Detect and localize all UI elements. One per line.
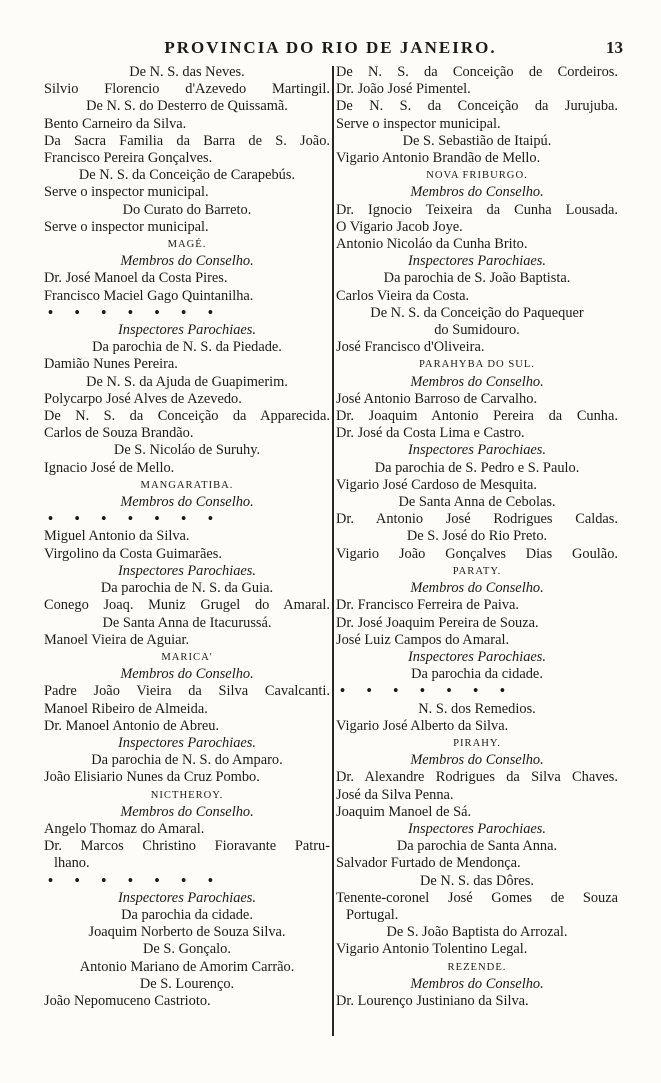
text-line: Vigario José Alberto da Silva.	[336, 717, 509, 734]
section-heading: PIRAHY.	[453, 737, 501, 749]
text-line: Da Sacra Familia da Barra de S. João.	[44, 132, 330, 149]
subsection-heading: Inspectores Parochiaes.	[407, 820, 546, 837]
text-line: Damião Nunes Pereira.	[44, 356, 178, 373]
text-line: De S. Nicoláo de Suruhy.	[113, 442, 261, 459]
text-line: Manoel Vieira de Aguiar.	[44, 631, 190, 648]
text-line: Dr. Ignocio Teixeira da Cunha Lousada.	[336, 201, 618, 218]
text-line: Da parochia de N. S. do Amparo.	[91, 752, 283, 769]
text-line: Da parochia de N. S. da Guia.	[100, 580, 274, 597]
text-line: Da parochia da cidade.	[121, 906, 253, 923]
text-line: De S. José do Rio Preto.	[406, 528, 548, 545]
text-line: De Santa Anna de Cebolas.	[398, 494, 556, 511]
subsection-heading: Membros do Conselho.	[120, 253, 254, 270]
text-line: Da parochia de Santa Anna.	[396, 838, 558, 855]
text-line: Serve o inspector municipal.	[44, 184, 209, 201]
subsection-heading: Inspectores Parochiaes.	[117, 322, 256, 339]
text-line: Vigario Antonio Brandão de Mello.	[336, 150, 541, 167]
ellipsis-divider: • • • • • • •	[48, 511, 222, 528]
text-line: José da Silva Penna.	[336, 786, 454, 803]
text-line: De N. S. da Conceição da Apparecida.	[44, 408, 330, 425]
text-line: Dr. José Manoel da Costa Pires.	[44, 270, 228, 287]
section-heading: PARATY.	[452, 565, 502, 577]
text-line: Dr. José da Costa Lima e Castro.	[336, 425, 525, 442]
subsection-heading: Membros do Conselho.	[410, 580, 544, 597]
subsection-heading: Inspectores Parochiaes.	[407, 442, 546, 459]
text-line: Dr. Manoel Antonio de Abreu.	[44, 717, 220, 734]
section-heading: NICTHEROY.	[150, 789, 224, 801]
text-line: Dr. Antonio José Rodrigues Caldas.	[336, 511, 618, 528]
section-heading: MANGARATIBA.	[140, 479, 234, 491]
text-line: De N. S. da Conceição do Paquequer	[370, 304, 584, 321]
text-line: O Vigario Jacob Joye.	[336, 218, 463, 235]
text-line: José Francisco d'Oliveira.	[336, 339, 485, 356]
text-line: Dr. Marcos Christino Fioravante Patru-	[44, 838, 330, 855]
text-line: Francisco Maciel Gago Quintanilha.	[44, 287, 254, 304]
text-line: De N. S. das Neves.	[129, 64, 245, 80]
subsection-heading: Membros do Conselho.	[120, 666, 254, 683]
page-title: PROVINCIA DO RIO DE JANEIRO.	[164, 38, 497, 57]
text-line: Antonio Mariano de Amorim Carrão.	[79, 958, 295, 975]
text-line: Dr. Alexandre Rodrigues da Silva Chaves.	[336, 769, 618, 786]
text-line: Dr. Joaquim Antonio Pereira da Cunha.	[336, 408, 618, 425]
text-line: Carlos de Souza Brandão.	[44, 425, 194, 442]
text-line: João Nepomuceno Castrioto.	[44, 992, 211, 1009]
text-line: Da parochia de S. Pedro e S. Paulo.	[374, 459, 580, 476]
text-line: Dr. João José Pimentel.	[336, 81, 471, 98]
text-line: De S. João Baptista do Arrozal.	[386, 924, 568, 941]
page-number: 13	[606, 38, 623, 57]
subsection-heading: Membros do Conselho.	[410, 373, 544, 390]
text-line: Salvador Furtado de Mendonça.	[336, 855, 521, 872]
subsection-heading: Membros do Conselho.	[120, 494, 254, 511]
text-line: Padre João Vieira da Silva Cavalcanti.	[44, 683, 330, 700]
text-line: De Santa Anna de Itacurussá.	[102, 614, 272, 631]
subsection-heading: Inspectores Parochiaes.	[117, 562, 256, 579]
text-line: N. S. dos Remedios.	[418, 700, 536, 717]
text-line: Vigario Antonio Tolentino Legal.	[336, 941, 528, 958]
column-divider	[332, 66, 334, 1036]
text-line: De N. S. da Conceição de Cordeiros.	[336, 64, 618, 80]
text-line: Da parochia de S. João Baptista.	[383, 270, 571, 287]
text-line: Dr. Lourenço Justiniano da Silva.	[336, 992, 529, 1009]
text-line: Ignacio José de Mello.	[44, 459, 175, 476]
text-line: De N. S. das Dôres.	[420, 872, 534, 889]
text-line: Do Curato do Barreto.	[122, 201, 252, 218]
text-line: do Sumidouro.	[434, 322, 520, 339]
subsection-heading: Membros do Conselho.	[410, 975, 544, 992]
text-line: De N. S. da Conceição de Carapebús.	[78, 167, 296, 184]
subsection-heading: Membros do Conselho.	[410, 184, 544, 201]
text-line: José Antonio Barroso de Carvalho.	[336, 390, 538, 407]
ellipsis-divider: • • • • • • •	[48, 872, 222, 889]
text-line: Carlos Vieira da Costa.	[336, 287, 470, 304]
text-line: José Luiz Campos do Amaral.	[336, 631, 510, 648]
text-line: lhano.	[54, 855, 90, 872]
text-line: Dr. Francisco Ferreira de Paiva.	[336, 597, 520, 614]
text-line: Tenente-coronel José Gomes de Souza	[336, 889, 618, 906]
text-line: Virgolino da Costa Guimarães.	[44, 545, 222, 562]
text-line: Conego Joaq. Muniz Grugel do Amaral.	[44, 597, 330, 614]
section-heading: MARICA'	[161, 651, 213, 663]
text-line: Da parochia da cidade.	[411, 666, 543, 683]
subsection-heading: Inspectores Parochiaes.	[117, 734, 256, 751]
text-line: Vigario José Cardoso de Mesquita.	[336, 476, 537, 493]
text-line: De S. Lourenço.	[139, 975, 235, 992]
text-line: De S. Gonçalo.	[143, 941, 231, 958]
text-line: De N. S. da Conceição da Jurujuba.	[336, 98, 618, 115]
right-column	[336, 64, 618, 1010]
text-line: Da parochia de N. S. da Piedade.	[92, 339, 282, 356]
text-line: Bento Carneiro da Silva.	[44, 115, 187, 132]
text-line: De S. Sebastião de Itaipú.	[402, 132, 552, 149]
text-line: João Elisiario Nunes da Cruz Pombo.	[44, 769, 260, 786]
ellipsis-divider: • • • • • • •	[48, 304, 222, 321]
text-line: Silvio Florencio d'Azevedo Martingil.	[44, 81, 330, 98]
text-line: Vigario João Gonçalves Dias Goulão.	[336, 545, 618, 562]
left-column	[44, 64, 330, 1010]
section-heading: REZENDE.	[447, 961, 507, 973]
page-header	[0, 36, 661, 60]
subsection-heading: Inspectores Parochiaes.	[407, 648, 546, 665]
text-line: Antonio Nicoláo da Cunha Brito.	[336, 236, 528, 253]
text-line: Manoel Ribeiro de Almeida.	[44, 700, 208, 717]
text-line: Serve o inspector municipal.	[336, 115, 501, 132]
ellipsis-divider: • • • • • • •	[340, 683, 514, 700]
text-line: Miguel Antonio da Silva.	[44, 528, 190, 545]
subsection-heading: Inspectores Parochiaes.	[407, 253, 546, 270]
section-heading: NOVA FRIBURGO.	[426, 170, 528, 182]
subsection-heading: Membros do Conselho.	[120, 803, 254, 820]
section-heading: MAGÉ.	[167, 239, 207, 251]
text-line: Angelo Thomaz do Amaral.	[44, 820, 205, 837]
text-line: Francisco Pereira Gonçalves.	[44, 150, 213, 167]
text-line: Polycarpo José Alves de Azevedo.	[44, 390, 242, 407]
subsection-heading: Membros do Conselho.	[410, 752, 544, 769]
section-heading: PARAHYBA DO SUL.	[419, 359, 535, 371]
text-line: De N. S. do Desterro de Quissamã.	[86, 98, 288, 115]
subsection-heading: Inspectores Parochiaes.	[117, 889, 256, 906]
text-line: Serve o inspector municipal.	[44, 218, 209, 235]
text-line: Portugal.	[346, 906, 399, 923]
text-line: Joaquim Norberto de Souza Silva.	[88, 924, 286, 941]
text-line: Joaquim Manoel de Sá.	[336, 803, 472, 820]
text-line: De N. S. da Ajuda de Guapimerim.	[86, 373, 288, 390]
text-line: Dr. José Joaquim Pereira de Souza.	[336, 614, 539, 631]
